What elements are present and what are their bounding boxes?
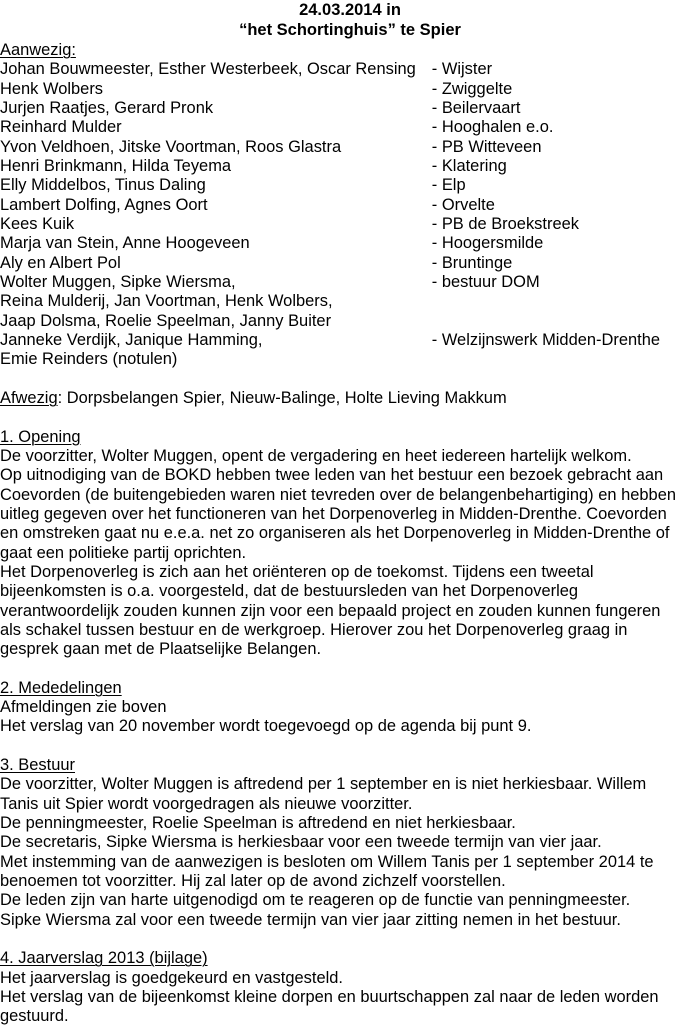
section-heading: 3. Bestuur — [0, 756, 76, 775]
attendance-row — [0, 273, 698, 292]
attendee-village — [432, 292, 698, 311]
attendee-village: - Klatering — [431, 156, 507, 175]
section-heading: 4. Jaarverslag 2013 (bijlage) — [0, 949, 208, 968]
attendee-names: Elly Middelbos, Tinus Daling — [0, 176, 206, 195]
attendance-row — [0, 176, 698, 195]
spacer — [0, 370, 700, 389]
document-body — [0, 40, 700, 1027]
agenda-sections — [0, 428, 700, 1027]
attendee-village: - Elp — [431, 176, 466, 195]
attendee-names: Jaap Dolsma, Roelie Speelman, Janny Buiter — [0, 311, 332, 330]
absence-text: : Dorpsbelangen Spier, Nieuw-Balinge, Holte Lieving Makkum — [57, 388, 507, 407]
section-text-line: Het verslag van de bijeenkomst kleine dorpen en buurtschappen zal naar de leden worden — [0, 988, 659, 1007]
agenda-section — [0, 949, 700, 1026]
attendee-names: Janneke Verdijk, Janique Hamming, — [0, 330, 263, 349]
spacer — [0, 660, 700, 679]
attendee-names: Lambert Dolfing, Agnes Oort — [0, 195, 208, 214]
section-heading: 1. Opening — [0, 427, 81, 446]
attendance-row — [0, 331, 698, 350]
attendee-village: - Beilervaart — [431, 98, 521, 117]
attendee-names: Henri Brinkmann, Hilda Teyema — [0, 156, 232, 175]
attendee-village: - Hoogersmilde — [431, 234, 544, 253]
attendance-row — [0, 292, 698, 311]
section-text-line: Tanis uit Spier wordt voorgedragen als nieuwe voorzitter. — [0, 794, 413, 813]
attendee-village: - Zwiggelte — [431, 79, 513, 98]
section-text-line: Het jaarverslag is goedgekeurd en vastgesteld. — [0, 968, 343, 987]
section-text-line: De secretaris, Sipke Wiersma is herkiesbaar voor een tweede termijn van vier jaar. — [0, 833, 602, 852]
agenda-section — [0, 679, 700, 737]
section-text-line: Met instemming van de aanwezigen is besloten om Willem Tanis per 1 september 2014 te — [0, 852, 654, 871]
attendee-village: - PB de Broekstreek — [431, 214, 579, 233]
attendee-village — [432, 350, 698, 369]
section-text-line: gesprek gaan met de Plaatselijke Belangen. — [0, 640, 322, 659]
absence-line — [0, 389, 698, 408]
attendance-row — [0, 350, 698, 369]
section-text-line: De voorzitter, Wolter Muggen, opent de vergadering en heet iedereen hartelijk welkom. — [0, 446, 632, 465]
section-text-line: Het Dorpenoverleg is zich aan het oriënteren op de toekomst. Tijdens een tweetal — [0, 562, 594, 581]
attendance-row — [0, 234, 698, 253]
attendee-names: Reina Mulderij, Jan Voortman, Henk Wolbers, — [0, 292, 333, 311]
section-text-line: uitleg gegeven over het functioneren van het Dorpenoverleg in Midden-Drenthe. Coevorden — [0, 504, 667, 523]
attendance-section — [0, 41, 700, 370]
attendee-village: - Hooghalen e.o. — [431, 118, 554, 137]
section-text-line: Afmeldingen zie boven — [0, 698, 167, 717]
attendance-row — [0, 215, 698, 234]
attendee-names: Henk Wolbers — [0, 79, 104, 98]
section-text-line: Coevorden (de buitengebieden waren niet tevreden over de belangenbehartiging) en hebben — [0, 485, 677, 504]
attendee-names: Aly en Albert Pol — [0, 253, 121, 272]
section-text-line: verantwoordelijk zouden kunnen zijn voor een bepaald project en zouden kunnen fungeren — [0, 601, 661, 620]
attendee-names: Reinhard Mulder — [0, 118, 122, 137]
absence-heading: Afwezig — [0, 388, 58, 407]
attendee-names: Marja van Stein, Anne Hoogeveen — [0, 234, 250, 253]
spacer — [0, 930, 700, 949]
section-text-line: De voorzitter, Wolter Muggen is aftredend per 1 september en is niet herkiesbaar. Willem — [0, 775, 647, 794]
meeting-date: 24.03.2014 in — [299, 1, 401, 19]
attendance-row — [0, 80, 698, 99]
attendance-row — [0, 138, 698, 157]
attendance-row — [0, 99, 698, 118]
attendance-row — [0, 157, 698, 176]
attendee-village: - bestuur DOM — [431, 272, 540, 291]
section-text-line: benoemen tot voorzitter. Hij zal later op de avond zichzelf voorstellen. — [0, 872, 506, 891]
attendee-village — [432, 312, 698, 331]
attendance-row — [0, 254, 698, 273]
section-text-line: gestuurd. — [0, 1007, 69, 1026]
section-text-line: als schakel tussen bestuur en de werkgroep. Hierover zou het Dorpenoverleg graag in — [0, 620, 628, 639]
section-text-line: Op uitnodiging van de BOKD hebben twee leden van het bestuur een bezoek gebracht aan — [0, 466, 664, 485]
section-text-line: De penningmeester, Roelie Speelman is aftredend en niet herkiesbaar. — [0, 814, 516, 833]
attendance-row — [0, 60, 698, 79]
attendee-village: - PB Witteveen — [431, 137, 542, 156]
attendee-names: Jurjen Raatjes, Gerard Pronk — [0, 98, 214, 117]
document-header — [0, 0, 700, 40]
attendee-names: Kees Kuik — [0, 214, 75, 233]
attendee-village: - Orvelte — [431, 195, 495, 214]
section-text-line: gaat een politieke partij oprichten. — [0, 543, 247, 562]
attendee-names: Wolter Muggen, Sipke Wiersma, — [0, 272, 236, 291]
section-text-line: Het verslag van 20 november wordt toegevoegd op de agenda bij punt 9. — [0, 717, 532, 736]
section-text-line: Sipke Wiersma zal voor een tweede termijn van vier jaar zitting nemen in het bestuur. — [0, 910, 621, 929]
attendance-heading: Aanwezig: — [0, 41, 76, 59]
attendee-village: - Wijster — [431, 60, 493, 79]
section-text-line: De leden zijn van harte uitgenodigd om te reageren op de functie van penningmeester. — [0, 891, 631, 910]
spacer — [0, 408, 700, 427]
section-heading: 2. Mededelingen — [0, 678, 122, 697]
section-text-line: bijeenkomsten is o.a. voorgesteld, dat de bestuursleden van het Dorpenoverleg — [0, 582, 579, 601]
attendance-list — [0, 60, 700, 369]
attendee-village: - Bruntinge — [431, 253, 513, 272]
attendee-village: - Welzijnswerk Midden-Drenthe — [431, 330, 661, 349]
attendee-names: Yvon Veldhoen, Jitske Voortman, Roos Glastra — [0, 137, 342, 156]
attendance-row — [0, 118, 698, 137]
attendance-row — [0, 312, 698, 331]
agenda-section — [0, 428, 700, 660]
meeting-location: “het Schortinghuis” te Spier — [239, 21, 461, 39]
attendee-names: Emie Reinders (notulen) — [0, 350, 178, 369]
agenda-section — [0, 756, 700, 930]
attendance-row — [0, 196, 698, 215]
section-text-line: en omstreken gaat nu e.e.a. net zo organiseren als het Dorpenoverleg in Midden-Drenthe of — [0, 524, 670, 543]
spacer — [0, 737, 700, 756]
attendee-names: Johan Bouwmeester, Esther Westerbeek, Oscar Rensing — [0, 60, 416, 79]
